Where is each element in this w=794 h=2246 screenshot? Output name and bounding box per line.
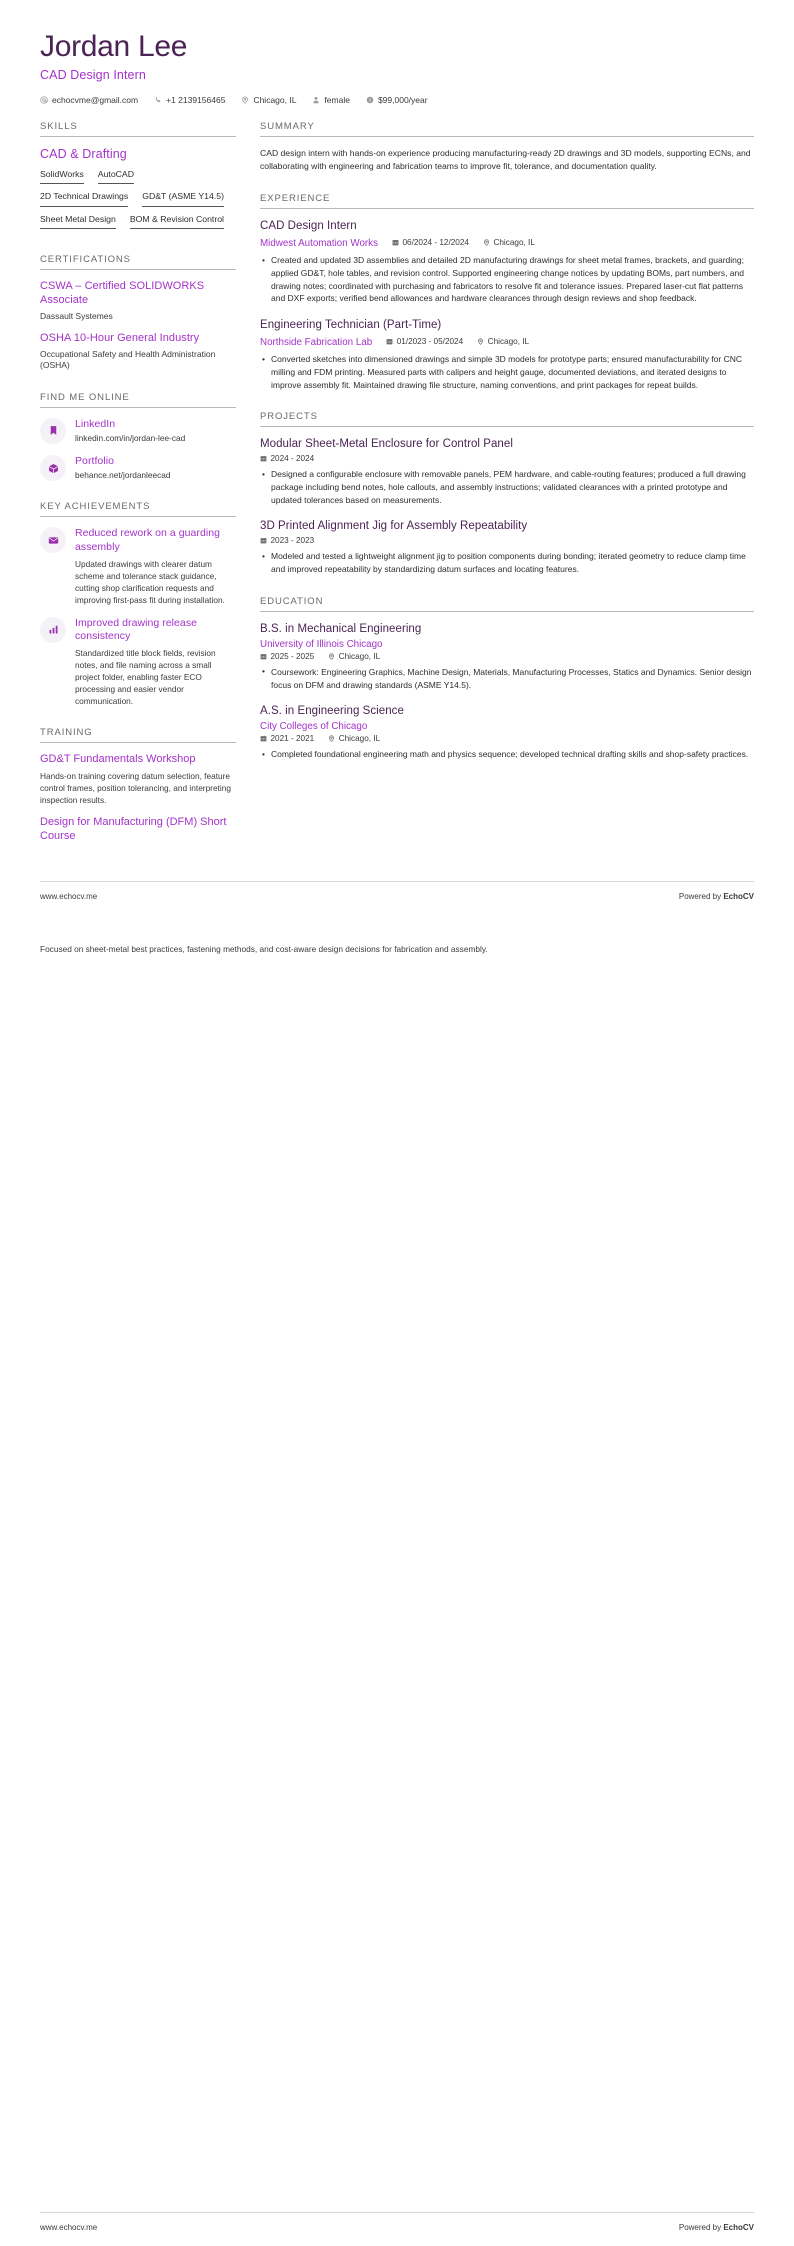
section-title-summary: SUMMARY	[260, 120, 315, 132]
project-dates-text: 2024 - 2024	[270, 454, 315, 464]
education-bullets	[260, 666, 754, 692]
training-description: Hands-on training covering datum selection, feature control frames, position tolerancing, and interpreting inspection results.	[40, 770, 231, 805]
section-title-key-achievements: KEY ACHIEVEMENTS	[40, 501, 151, 513]
footer-brand: EchoCV	[723, 2223, 754, 2232]
education-dates-text: 2021 - 2021	[270, 734, 315, 744]
section-title-training: TRAINING	[40, 727, 93, 739]
experience-bullets	[260, 254, 754, 305]
bullet: • Coursework: Engineering Graphics, Machine Design, Materials, Manufacturing Processes, Statics and Dynamics. Senior design focus on DFM and drawing standards (ASME Y14.5).	[271, 666, 754, 692]
education-location-text: Chicago, IL	[338, 651, 381, 661]
education-bullets	[260, 748, 754, 761]
bullet: • Created and updated 3D assemblies and detailed 2D manufacturing drawings for sheet metal frames, brackets, and guarding; applied GD&T, hole tables, and revision control. Supported engineering change notices by updating BOMs, part numbers, and drawing notes; coordinated with purchasing and fabricators to resolve fit and tolerance issues. Prepared laser-cut flat patterns and DXF exports; verified bend allowances and hardware clearances through design reviews and shop feedback.	[271, 254, 754, 305]
section-divider	[260, 208, 754, 209]
education-school: City Colleges of Chicago	[260, 721, 368, 733]
page-1-footer-wrap	[0, 881, 794, 901]
page-title: Jordan Lee	[40, 30, 188, 63]
footer-site[interactable]: www.echocv.me	[40, 892, 98, 902]
experience-location	[483, 238, 535, 247]
cube-icon	[40, 455, 66, 481]
education-school: University of Illinois Chicago	[260, 638, 383, 650]
location-icon	[328, 735, 335, 742]
footer-powered-prefix: Powered by	[678, 2223, 724, 2232]
section-divider	[260, 136, 754, 137]
section-certifications	[40, 254, 236, 372]
footer-divider	[40, 2212, 754, 2213]
calendar-icon	[260, 735, 267, 742]
page-footer	[0, 892, 794, 901]
footer-powered-by	[679, 892, 754, 901]
contact-phone[interactable]	[154, 95, 225, 105]
contact-row	[40, 95, 754, 105]
section-training	[40, 727, 236, 843]
section-divider	[40, 136, 236, 137]
contact-location	[241, 95, 296, 105]
achievement-description: Standardized title block fields, revision notes, and file naming across a small project folder, enabling faster ECO processing and easier vendor communication.	[75, 648, 216, 707]
bookmark-icon	[40, 418, 66, 444]
section-education	[260, 596, 754, 761]
summary-text: CAD design intern with hands-on experience producing manufacturing-ready 2D drawings and 3D models, supporting ECNs, and collaborating with engineering and fabrication teams to improve fit, tolerance, and documentation quality.	[260, 147, 751, 171]
section-summary	[260, 121, 754, 174]
training-item	[40, 753, 236, 806]
email-icon	[40, 96, 48, 104]
location-icon	[477, 338, 484, 345]
skill-tag: GD&T (ASME Y14.5)	[142, 189, 224, 207]
experience-location	[477, 337, 529, 346]
education-location	[328, 652, 380, 661]
calendar-icon	[392, 239, 399, 246]
section-experience	[260, 193, 754, 391]
training-continued-description: Focused on sheet-metal best practices, fastening methods, and cost-aware design decisions for fabrication and assembly.	[40, 944, 488, 955]
link-item-portfolio[interactable]	[40, 455, 236, 481]
section-title-projects: PROJECTS	[260, 411, 318, 423]
salary-icon	[366, 96, 374, 104]
footer-powered-by	[679, 2223, 754, 2232]
bullet: • Completed foundational engineering math and physics sequence; developed technical drafting skills and shop-safety practices.	[271, 748, 754, 761]
gender-icon	[312, 96, 320, 104]
phone-icon	[154, 96, 162, 104]
section-title-skills: SKILLS	[40, 120, 78, 132]
education-dates-text: 2025 - 2025	[270, 651, 315, 661]
link-url: behance.net/jordanleecad	[75, 470, 171, 481]
certification-org: Dassault Systemes	[40, 310, 113, 321]
calendar-icon	[386, 338, 393, 345]
education-degree: A.S. in Engineering Science	[260, 705, 404, 718]
project-item	[260, 519, 754, 575]
skill-tag: Sheet Metal Design	[40, 212, 116, 230]
section-skills	[40, 121, 236, 235]
section-divider	[40, 516, 236, 517]
contact-location-text: Chicago, IL	[253, 94, 297, 105]
page-2-spacer	[0, 955, 794, 1515]
section-divider	[40, 742, 236, 743]
contact-gender	[312, 95, 350, 105]
experience-item	[260, 219, 754, 305]
location-icon	[328, 653, 335, 660]
calendar-icon	[260, 653, 267, 660]
section-projects	[260, 411, 754, 576]
experience-bullets	[260, 353, 754, 391]
training-name: Design for Manufacturing (DFM) Short Course	[40, 815, 227, 842]
section-divider	[40, 269, 236, 270]
experience-role: CAD Design Intern	[260, 220, 357, 233]
bullet: • Modeled and tested a lightweight alignment jig to position components during bonding; iterated geometry to reduce clamp time and improved repeatability by standardizing datum surfaces and locating features.	[271, 550, 754, 576]
header-job-title: CAD Design Intern	[40, 67, 146, 82]
achievement-item	[40, 527, 236, 605]
experience-role: Engineering Technician (Part-Time)	[260, 319, 442, 332]
footer-site[interactable]: www.echocv.me	[40, 2223, 98, 2232]
skill-tag: BOM & Revision Control	[130, 212, 224, 230]
skill-tag: 2D Technical Drawings	[40, 189, 128, 207]
project-dates	[260, 536, 314, 545]
bullet: • Designed a configurable enclosure with removable panels, PEM hardware, and cable-routing features; produced a full drawing package including bend notes, hole callouts, and assembly instructions; validated clearances with a printed prototype and updated tolerances based on measurements.	[271, 468, 754, 506]
experience-dates-text: 01/2023 - 05/2024	[396, 337, 464, 346]
footer-brand: EchoCV	[723, 892, 754, 902]
project-name: Modular Sheet-Metal Enclosure for Control Panel	[260, 438, 513, 451]
section-key-achievements	[40, 501, 236, 707]
contact-salary-text: $99,000/year	[377, 94, 428, 105]
experience-location-text: Chicago, IL	[487, 337, 530, 346]
skill-group-title: CAD & Drafting	[40, 146, 127, 161]
link-label: Portfolio	[75, 455, 114, 468]
project-bullets	[260, 468, 754, 506]
achievement-description: Updated drawings with clearer datum scheme and tolerance stack guidance, cutting shop clarification requests and improving first-pass fit during installation.	[75, 558, 225, 605]
section-find-me-online	[40, 392, 236, 482]
project-dates-text: 2023 - 2023	[270, 536, 315, 546]
training-item	[40, 816, 236, 844]
certification-item	[40, 332, 236, 372]
location-icon	[483, 239, 490, 246]
footer-powered-prefix: Powered by	[678, 892, 724, 902]
education-item	[260, 622, 754, 691]
certification-item	[40, 280, 236, 322]
section-title-certifications: CERTIFICATIONS	[40, 254, 131, 266]
experience-item	[260, 318, 754, 391]
bar-chart-icon	[40, 617, 66, 643]
envelope-icon	[40, 527, 66, 553]
education-location	[328, 734, 380, 743]
education-item	[260, 704, 754, 761]
experience-org: Northside Fabrication Lab	[260, 337, 373, 348]
experience-dates-text: 06/2024 - 12/2024	[402, 238, 469, 248]
link-item-linkedin[interactable]	[40, 418, 236, 444]
education-degree: B.S. in Mechanical Engineering	[260, 622, 422, 635]
main-content	[260, 121, 754, 782]
experience-location-text: Chicago, IL	[493, 238, 535, 248]
section-title-find-me-online: FIND ME ONLINE	[40, 391, 130, 403]
contact-email[interactable]	[40, 95, 138, 105]
page-2-content	[0, 943, 794, 955]
skill-tag-list	[40, 167, 236, 235]
education-dates	[260, 652, 314, 661]
project-dates	[260, 454, 314, 463]
section-divider	[260, 426, 754, 427]
experience-org: Midwest Automation Works	[260, 238, 378, 250]
calendar-icon	[260, 455, 267, 462]
calendar-icon	[260, 537, 267, 544]
experience-dates	[386, 337, 463, 346]
link-label: LinkedIn	[75, 417, 116, 430]
achievement-item	[40, 617, 236, 707]
project-item	[260, 437, 754, 506]
page-2-footer-wrap	[0, 2212, 794, 2232]
training-name: GD&T Fundamentals Workshop	[40, 753, 196, 766]
project-bullets	[260, 550, 754, 576]
link-url: linkedin.com/in/jordan-lee-cad	[75, 432, 186, 443]
resume-body	[0, 0, 794, 863]
certification-name: OSHA 10-Hour General Industry	[40, 332, 200, 345]
contact-salary	[366, 95, 428, 105]
contact-email-text: echocvme@gmail.com	[52, 94, 139, 105]
certification-org: Occupational Safety and Health Administration (OSHA)	[40, 348, 216, 371]
achievement-title: Reduced rework on a guarding assembly	[75, 527, 220, 553]
education-dates	[260, 734, 314, 743]
skill-tag: AutoCAD	[98, 167, 134, 185]
footer-divider	[40, 881, 754, 882]
resume-header	[40, 30, 754, 105]
contact-phone-text: +1 2139156465	[166, 94, 226, 105]
section-divider	[40, 407, 236, 408]
skill-tag: SolidWorks	[40, 167, 84, 185]
education-location-text: Chicago, IL	[338, 734, 381, 744]
section-divider	[260, 611, 754, 612]
resume-columns	[40, 121, 754, 864]
experience-dates	[392, 238, 469, 247]
sidebar	[40, 121, 236, 864]
page-footer	[0, 2223, 794, 2232]
achievement-title: Improved drawing release consistency	[75, 616, 198, 642]
section-title-experience: EXPERIENCE	[260, 193, 331, 205]
project-name: 3D Printed Alignment Jig for Assembly Repeatability	[260, 520, 528, 533]
location-icon	[241, 96, 249, 104]
section-title-education: EDUCATION	[260, 595, 324, 607]
contact-gender-text: female	[324, 94, 350, 105]
certification-name: CSWA – Certified SOLIDWORKS Associate	[40, 280, 205, 306]
bullet: • Converted sketches into dimensioned drawings and simple 3D models for prototype parts; ensured manufacturability for CNC milling and FDM printing. Measured parts with calipers and height gauge, documented deviations, and iterated designs to improve assembly fit. Maintained drawing file structure, naming conventions, and print packages for repeat builds.	[271, 353, 754, 391]
